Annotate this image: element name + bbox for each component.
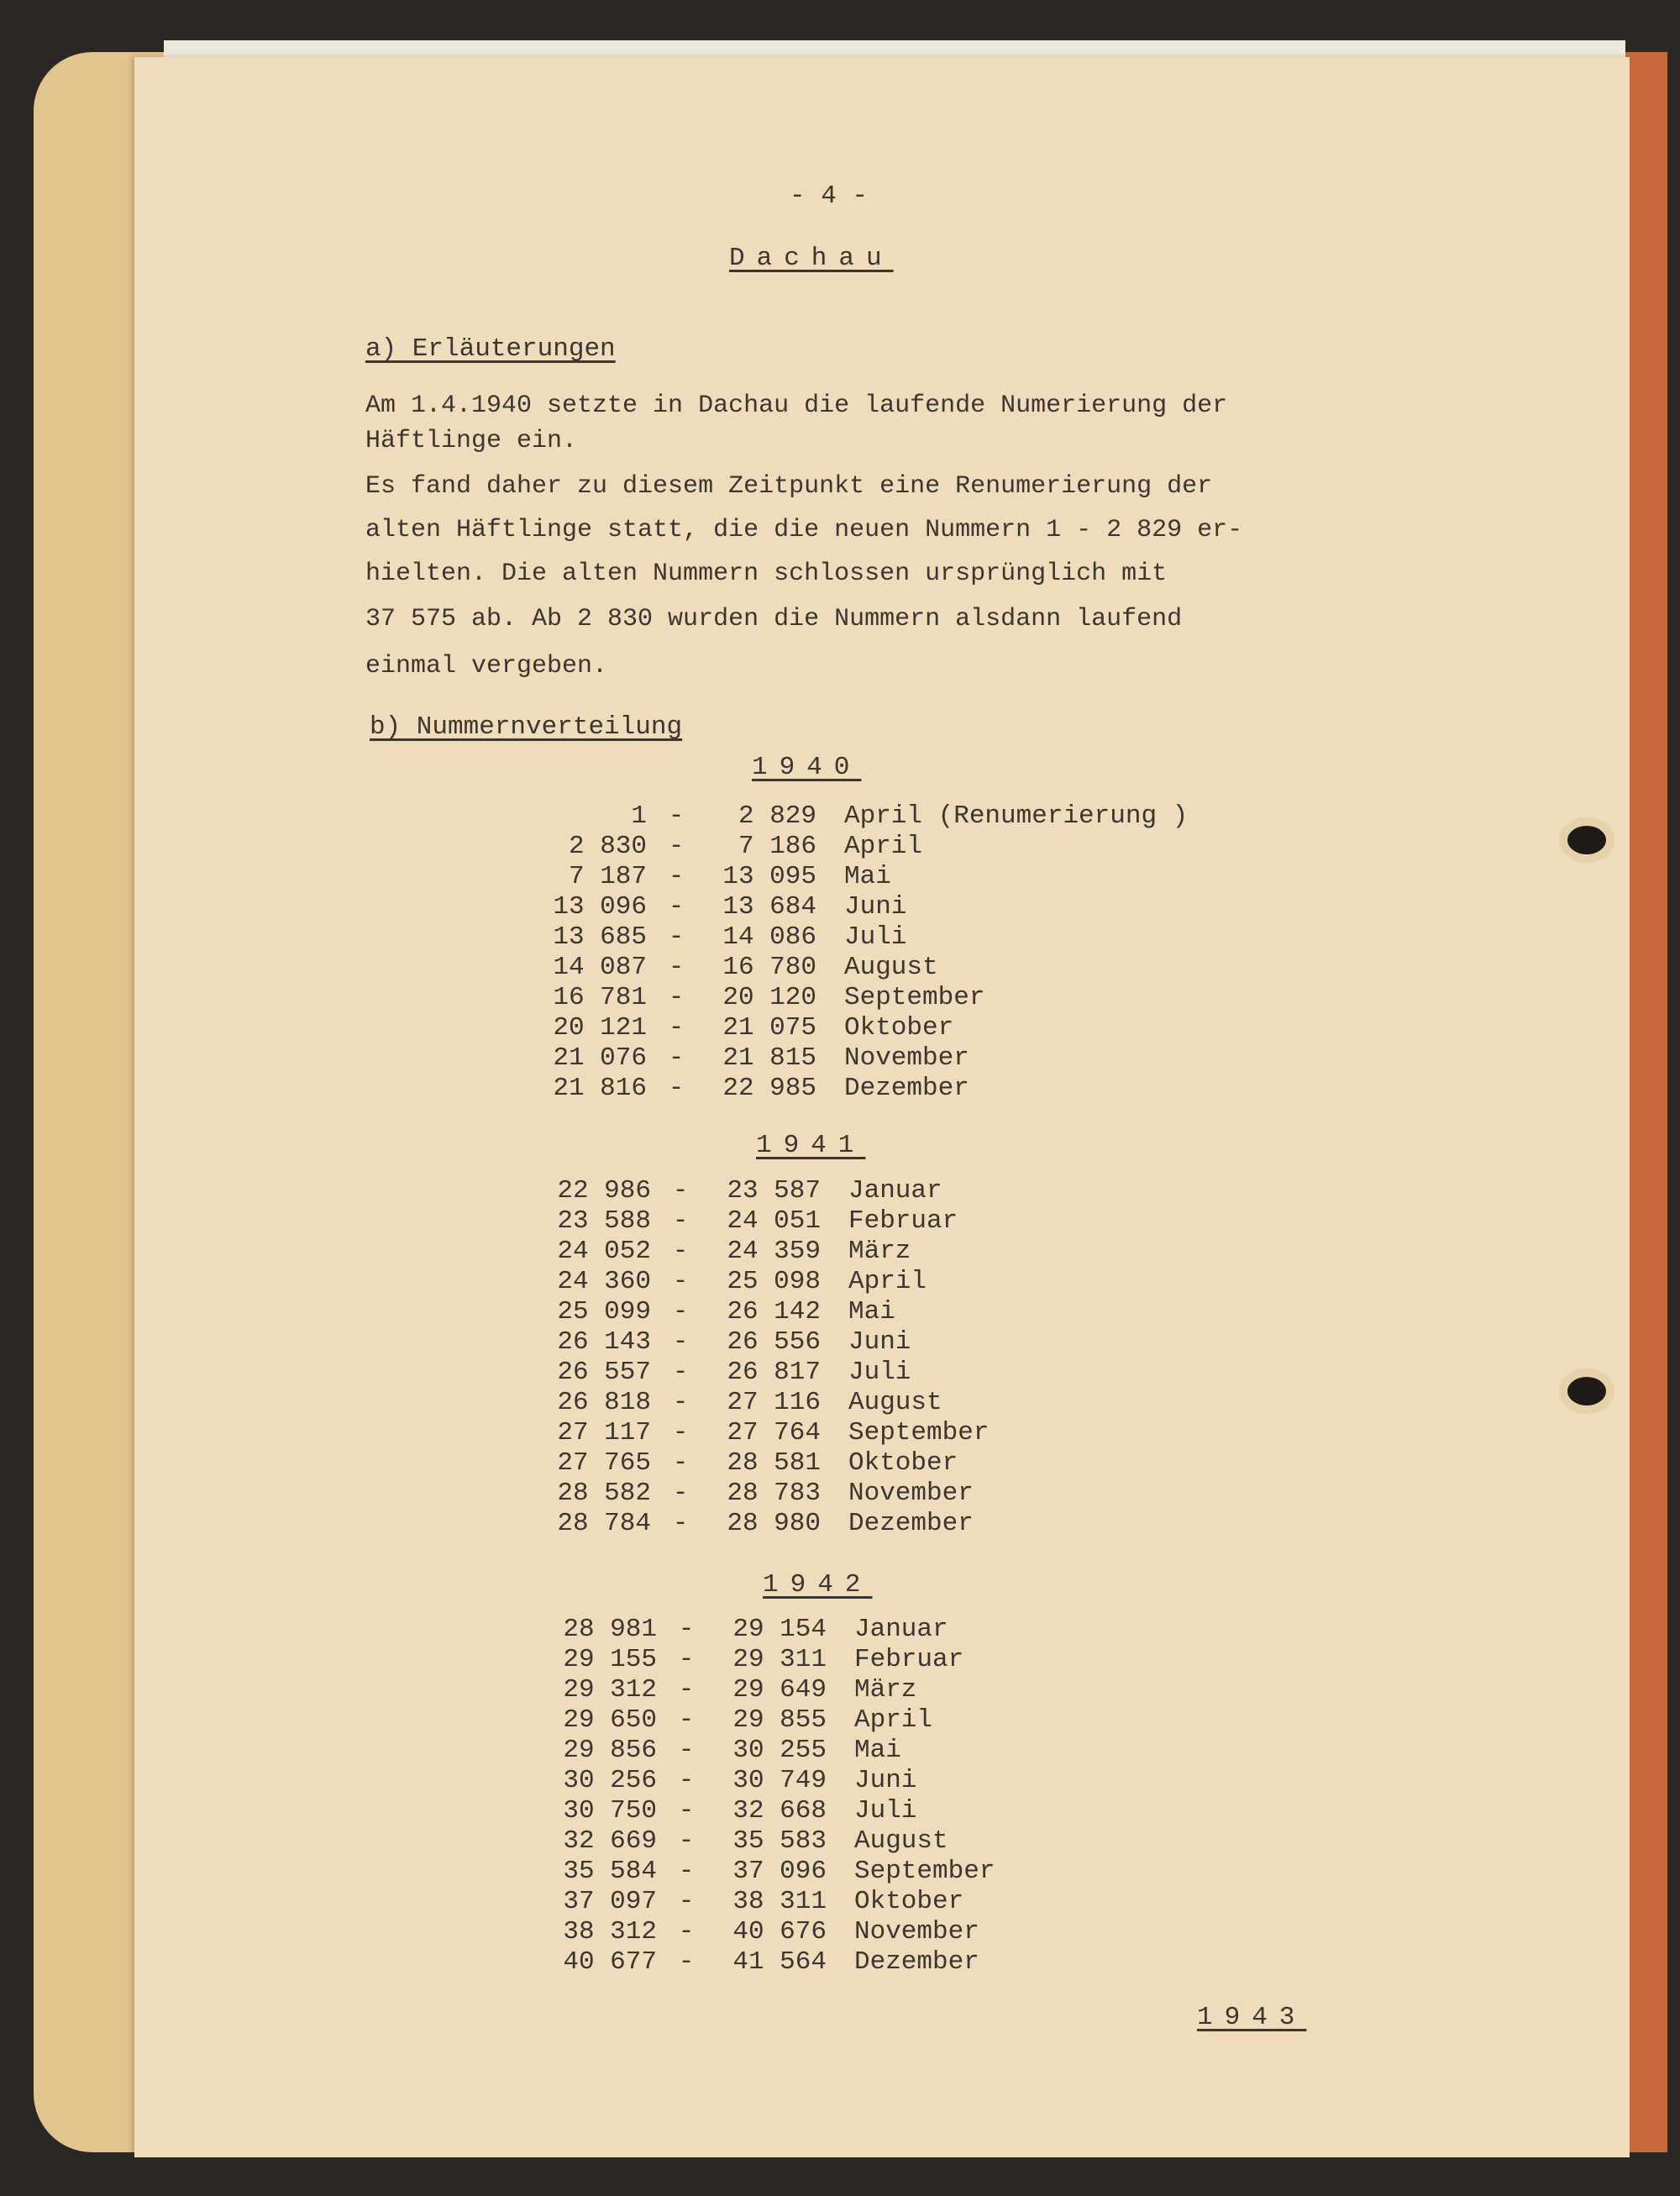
paragraph-line: 37 575 ab. Ab 2 830 wurden die Nummern alsdann laufend <box>365 605 1183 633</box>
range-from: 29 650 <box>563 1705 657 1735</box>
range-to: 21 815 <box>722 1043 816 1073</box>
table-row <box>134 1043 1310 1074</box>
month-label: November <box>844 1043 969 1073</box>
range-from: 21 816 <box>553 1074 647 1103</box>
table-row <box>134 1013 1310 1043</box>
month-label: Oktober <box>854 1887 964 1916</box>
range-dash: - <box>678 1645 695 1674</box>
month-label: Februar <box>848 1206 958 1236</box>
range-to: 26 142 <box>727 1297 821 1327</box>
month-label: Mai <box>848 1297 895 1327</box>
range-dash: - <box>672 1176 689 1206</box>
month-label: April <box>844 832 923 861</box>
range-to: 26 817 <box>727 1358 821 1387</box>
range-from: 28 582 <box>557 1479 651 1508</box>
month-label: September <box>854 1857 995 1886</box>
range-from: 30 256 <box>563 1766 657 1795</box>
paragraph-line: alten Häftlinge statt, die die neuen Nummern 1 - 2 829 er- <box>365 516 1243 544</box>
range-dash: - <box>668 1013 685 1043</box>
range-to: 28 581 <box>727 1448 821 1478</box>
table-row <box>134 983 1310 1013</box>
range-from: 1 <box>631 801 647 831</box>
year-heading: 1940 <box>752 753 862 782</box>
range-from: 21 076 <box>553 1043 647 1073</box>
page-title: Dachau <box>729 244 894 273</box>
paragraph-line: Häftlinge ein. <box>365 427 578 455</box>
table-row <box>134 1297 1310 1327</box>
table-row <box>134 832 1310 862</box>
month-label: August <box>854 1826 948 1856</box>
table-row <box>134 1766 1310 1796</box>
range-dash: - <box>672 1358 689 1387</box>
range-dash: - <box>668 862 685 891</box>
table-row <box>134 1796 1310 1826</box>
range-to: 30 255 <box>732 1736 827 1765</box>
month-label: Mai <box>854 1736 901 1765</box>
range-from: 35 584 <box>563 1857 657 1886</box>
month-label: Februar <box>854 1645 964 1674</box>
range-to: 28 783 <box>727 1479 821 1508</box>
month-label: November <box>848 1479 974 1508</box>
section-a-heading: a) Erläuterungen <box>365 334 616 364</box>
range-from: 27 117 <box>557 1418 651 1447</box>
range-to: 26 556 <box>727 1327 821 1357</box>
month-label: Dezember <box>854 1947 979 1977</box>
paragraph-line: einmal vergeben. <box>365 652 608 680</box>
month-label: Juli <box>854 1796 917 1826</box>
range-to: 25 098 <box>727 1267 821 1296</box>
table-row <box>134 1074 1310 1104</box>
range-to: 27 116 <box>727 1388 821 1417</box>
month-label: Dezember <box>848 1509 974 1538</box>
table-row <box>134 953 1310 983</box>
range-to: 38 311 <box>732 1887 827 1916</box>
range-to: 13 684 <box>722 892 816 922</box>
month-label: September <box>844 983 985 1012</box>
table-row <box>134 1509 1310 1539</box>
month-label: August <box>848 1388 942 1417</box>
range-to: 16 780 <box>722 953 816 982</box>
range-dash: - <box>668 1043 685 1073</box>
range-dash: - <box>672 1297 689 1327</box>
table-row <box>134 1615 1310 1645</box>
range-dash: - <box>672 1327 689 1357</box>
range-from: 28 981 <box>563 1615 657 1644</box>
table-row <box>134 1448 1310 1479</box>
page-number: - 4 - <box>790 181 869 211</box>
range-to: 24 359 <box>727 1237 821 1266</box>
month-label: Juli <box>844 922 907 952</box>
range-dash: - <box>678 1947 695 1977</box>
range-dash: - <box>672 1418 689 1447</box>
range-to: 29 311 <box>732 1645 827 1674</box>
table-row <box>134 1675 1310 1705</box>
range-from: 26 143 <box>557 1327 651 1357</box>
range-dash: - <box>672 1388 689 1417</box>
range-from: 40 677 <box>563 1947 657 1977</box>
table-row <box>134 1947 1310 1978</box>
range-dash: - <box>678 1887 695 1916</box>
document-page <box>134 57 1630 2157</box>
month-label: Juni <box>854 1766 917 1795</box>
table-row <box>134 1358 1310 1388</box>
range-to: 27 764 <box>727 1418 821 1447</box>
range-dash: - <box>672 1448 689 1478</box>
month-label: Juli <box>848 1358 911 1387</box>
range-from: 25 099 <box>557 1297 651 1327</box>
range-dash: - <box>668 953 685 982</box>
paragraph-line: hielten. Die alten Nummern schlossen ursprünglich mit <box>365 560 1168 588</box>
range-dash: - <box>672 1479 689 1508</box>
range-from: 26 818 <box>557 1388 651 1417</box>
range-dash: - <box>678 1796 695 1826</box>
range-from: 14 087 <box>553 953 647 982</box>
table-row <box>134 801 1310 832</box>
range-dash: - <box>678 1615 695 1644</box>
range-to: 24 051 <box>727 1206 821 1236</box>
month-label: Januar <box>848 1176 942 1206</box>
range-from: 26 557 <box>557 1358 651 1387</box>
month-label: Juni <box>848 1327 911 1357</box>
range-from: 27 765 <box>557 1448 651 1478</box>
range-to: 21 075 <box>722 1013 816 1043</box>
table-row <box>134 1917 1310 1947</box>
range-from: 38 312 <box>563 1917 657 1946</box>
section-b-heading: b) Nummernverteilung <box>370 712 683 742</box>
table-row <box>134 862 1310 892</box>
range-from: 28 784 <box>557 1509 651 1538</box>
range-to: 29 649 <box>732 1675 827 1705</box>
range-dash: - <box>668 1074 685 1103</box>
range-dash: - <box>678 1736 695 1765</box>
range-from: 24 360 <box>557 1267 651 1296</box>
range-to: 29 154 <box>732 1615 827 1644</box>
month-label: Juni <box>844 892 907 922</box>
table-row <box>134 1645 1310 1675</box>
range-from: 30 750 <box>563 1796 657 1826</box>
month-label: März <box>854 1675 917 1705</box>
table-row <box>134 1826 1310 1857</box>
range-dash: - <box>668 892 685 922</box>
table-row <box>134 922 1310 953</box>
range-from: 37 097 <box>563 1887 657 1916</box>
range-from: 22 986 <box>557 1176 651 1206</box>
range-dash: - <box>678 1857 695 1886</box>
month-label: Oktober <box>844 1013 954 1043</box>
range-to: 22 985 <box>722 1074 816 1103</box>
month-label: September <box>848 1418 990 1447</box>
range-dash: - <box>678 1826 695 1856</box>
table-row <box>134 1418 1310 1448</box>
month-label: April <box>854 1705 933 1735</box>
range-from: 7 187 <box>568 862 647 891</box>
range-dash: - <box>678 1766 695 1795</box>
range-dash: - <box>668 832 685 861</box>
range-to: 14 086 <box>722 922 816 952</box>
range-dash: - <box>678 1675 695 1705</box>
table-row <box>134 1736 1310 1766</box>
month-label: Oktober <box>848 1448 958 1478</box>
punch-hole-bottom <box>1567 1377 1606 1405</box>
range-dash: - <box>672 1267 689 1296</box>
range-to: 40 676 <box>732 1917 827 1946</box>
range-from: 29 856 <box>563 1736 657 1765</box>
table-row <box>134 1206 1310 1237</box>
range-to: 37 096 <box>732 1857 827 1886</box>
table-row <box>134 892 1310 922</box>
table-row <box>134 1705 1310 1736</box>
month-label: November <box>854 1917 979 1946</box>
range-dash: - <box>668 922 685 952</box>
range-to: 28 980 <box>727 1509 821 1538</box>
range-dash: - <box>672 1237 689 1266</box>
range-from: 20 121 <box>553 1013 647 1043</box>
table-row <box>134 1176 1310 1206</box>
range-from: 23 588 <box>557 1206 651 1236</box>
table-row <box>134 1327 1310 1358</box>
range-dash: - <box>668 983 685 1012</box>
month-label: Dezember <box>844 1074 969 1103</box>
range-dash: - <box>668 801 685 831</box>
range-from: 13 685 <box>553 922 647 952</box>
range-dash: - <box>678 1917 695 1946</box>
range-to: 32 668 <box>732 1796 827 1826</box>
table-row <box>134 1237 1310 1267</box>
range-from: 29 312 <box>563 1675 657 1705</box>
range-to: 13 095 <box>722 862 816 891</box>
range-to: 2 829 <box>738 801 816 831</box>
range-from: 24 052 <box>557 1237 651 1266</box>
table-row <box>134 1887 1310 1917</box>
range-to: 30 749 <box>732 1766 827 1795</box>
year-heading: 1941 <box>756 1131 866 1160</box>
table-row <box>134 1479 1310 1509</box>
month-label: April (Renumerierung ) <box>844 801 1189 831</box>
month-label: April <box>848 1267 927 1296</box>
range-dash: - <box>672 1206 689 1236</box>
next-year-label: 1943 <box>1197 2003 1307 2032</box>
month-label: August <box>844 953 938 982</box>
range-from: 32 669 <box>563 1826 657 1856</box>
table-row <box>134 1267 1310 1297</box>
range-to: 20 120 <box>722 983 816 1012</box>
year-heading: 1942 <box>763 1570 873 1600</box>
range-to: 41 564 <box>732 1947 827 1977</box>
range-dash: - <box>672 1509 689 1538</box>
range-to: 29 855 <box>732 1705 827 1735</box>
range-dash: - <box>678 1705 695 1735</box>
paragraph-line: Am 1.4.1940 setzte in Dachau die laufende Numerierung der <box>365 391 1228 420</box>
month-label: März <box>848 1237 911 1266</box>
month-label: Mai <box>844 862 891 891</box>
range-from: 13 096 <box>553 892 647 922</box>
table-row <box>134 1388 1310 1418</box>
range-to: 23 587 <box>727 1176 821 1206</box>
table-row <box>134 1857 1310 1887</box>
range-to: 7 186 <box>738 832 816 861</box>
range-from: 29 155 <box>563 1645 657 1674</box>
punch-hole-top <box>1567 826 1606 854</box>
month-label: Januar <box>854 1615 948 1644</box>
range-from: 2 830 <box>568 832 647 861</box>
range-to: 35 583 <box>732 1826 827 1856</box>
range-from: 16 781 <box>553 983 647 1012</box>
paragraph-line: Es fand daher zu diesem Zeitpunkt eine Renumerierung der <box>365 472 1213 501</box>
